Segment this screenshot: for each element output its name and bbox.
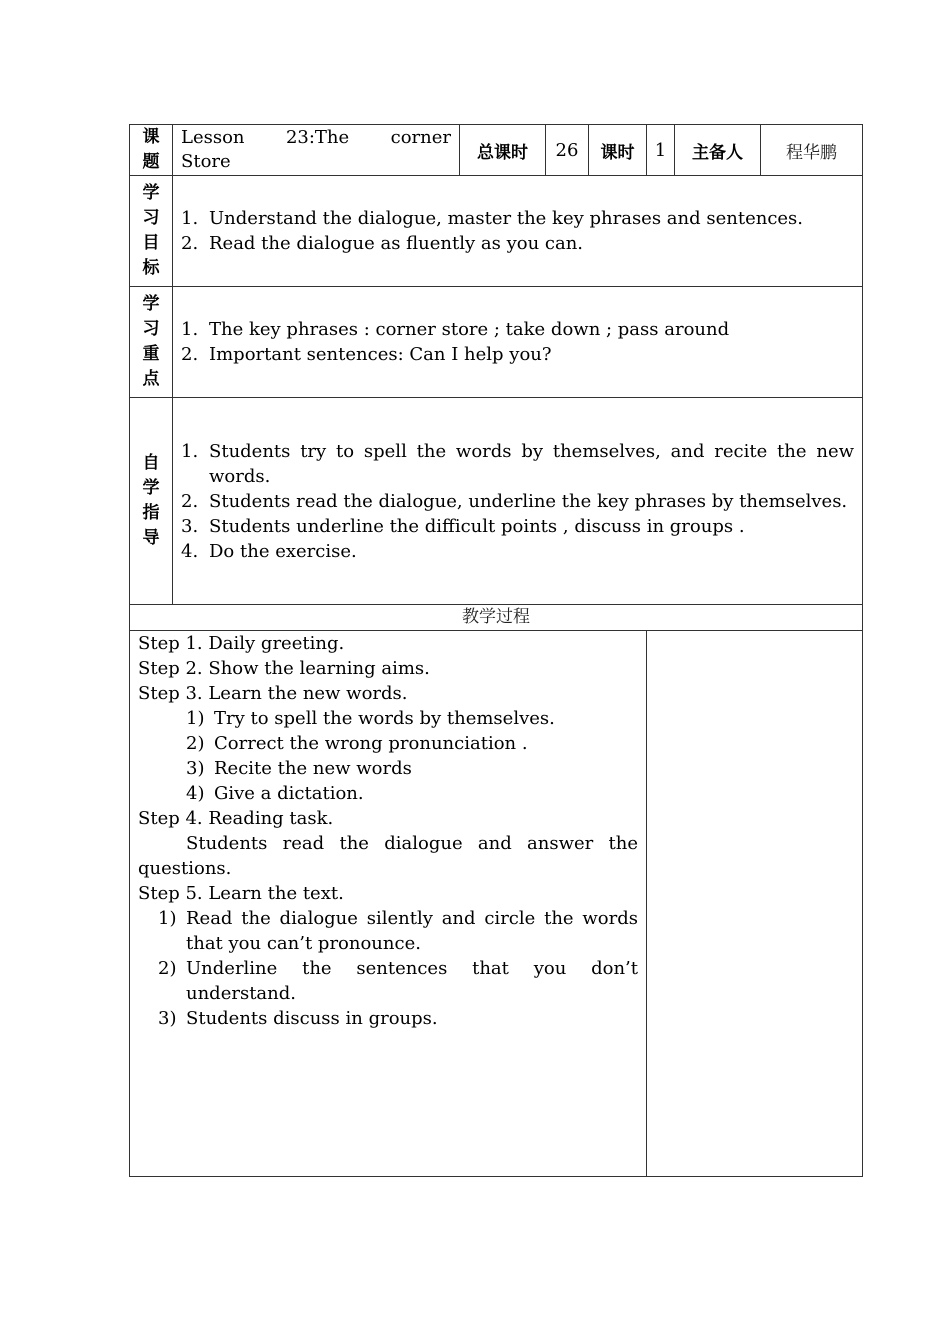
step-2: Step 2. Show the learning aims.: [138, 658, 430, 679]
list-item: 1. Understand the dialogue, master the key phrases and sentences.: [181, 208, 804, 229]
objectives-label: 学 习 目 标: [130, 176, 173, 287]
list-item: 3. Students underline the difficult points , discuss in groups .: [181, 515, 745, 537]
list-item: 1. The key phrases : corner store ; take down ; pass around: [181, 319, 730, 340]
list-item: 1) Read the dialogue silently and circle the words that you can’t pronounce.: [158, 908, 638, 954]
process-notes-column: [647, 631, 863, 1177]
preparer-name: 程华鹏: [761, 125, 863, 176]
process-title: 教学过程: [130, 605, 863, 631]
total-hours-label: 总课时: [460, 125, 546, 176]
list-item: 1) Try to spell the words by themselves.: [186, 708, 555, 729]
list-item: 3) Students discuss in groups.: [158, 1008, 438, 1029]
objectives-row: [130, 176, 863, 287]
step-4-text: Students read the dialogue and answer the questions.: [138, 833, 638, 879]
list-item: 4. Do the exercise.: [181, 540, 357, 562]
step-4: Step 4. Reading task.: [138, 808, 334, 829]
step-3: Step 3. Learn the new words.: [138, 683, 408, 704]
list-item: 1. Students try to spell the words by themselves, and recite the new words.: [181, 440, 854, 487]
hour-label: 课时: [589, 125, 647, 176]
step-1: Step 1. Daily greeting.: [138, 633, 345, 654]
key-points-label: 学 习 重 点: [130, 287, 173, 398]
lesson-title: Lesson 23:The corner Store: [173, 125, 460, 176]
key-points-content: [173, 287, 863, 398]
list-item: 3) Recite the new words: [186, 758, 412, 779]
self-study-content: [173, 398, 863, 605]
list-item: 2) Underline the sentences that you don’t understand.: [158, 958, 638, 1004]
self-study-row: [130, 398, 863, 605]
list-item: 2) Correct the wrong pronunciation .: [186, 733, 528, 754]
list-item: 2. Read the dialogue as fluently as you can.: [181, 233, 584, 254]
process-title-row: [130, 605, 863, 631]
process-row: [130, 631, 863, 1177]
list-item: 2. Important sentences: Can I help you?: [181, 344, 552, 365]
list-item: 4) Give a dictation.: [186, 783, 364, 804]
preparer-label: 主备人: [675, 125, 761, 176]
header-row: [130, 125, 863, 176]
hour-value: 1: [647, 125, 675, 176]
list-item: 2. Students read the dialogue, underline the key phrases by themselves.: [181, 490, 848, 512]
title-label: 课 题: [130, 125, 173, 176]
lesson-plan-table: [129, 124, 863, 1177]
process-content: [130, 631, 647, 1177]
step-5: Step 5. Learn the text.: [138, 883, 344, 904]
key-points-row: [130, 287, 863, 398]
total-hours-value: 26: [546, 125, 589, 176]
lesson-plan: [129, 124, 862, 1177]
objectives-content: [173, 176, 863, 287]
self-study-label: 自 学 指 导: [130, 398, 173, 605]
